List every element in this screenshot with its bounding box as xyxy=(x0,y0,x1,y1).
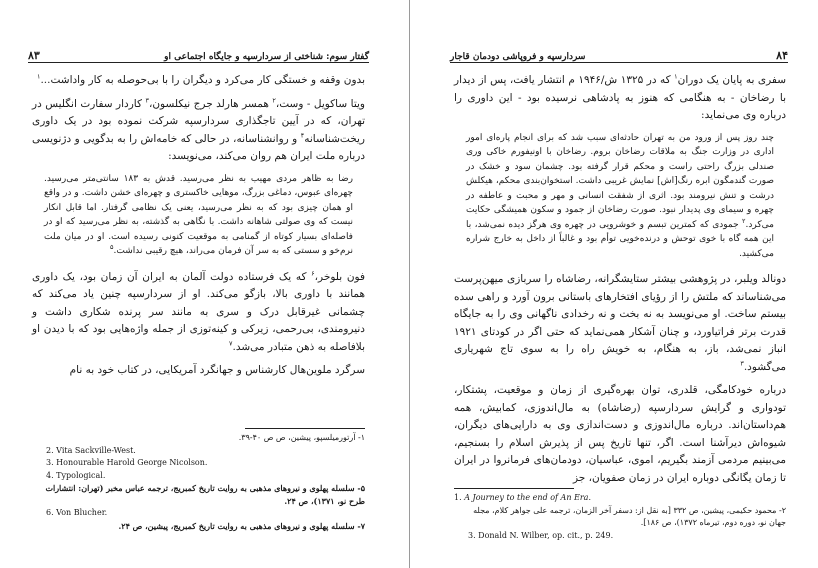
left-page-number: ۸۳ xyxy=(28,49,40,62)
right-footnotes xyxy=(454,492,786,542)
footnote: 3. Donald N. Wilber, op. cit., p. 249. xyxy=(468,530,614,540)
right-running-title: سردارسپه و فروپاشی دودمان قاجار xyxy=(450,52,586,62)
footnote-ref: ۳ xyxy=(740,359,744,367)
footnote-ref: ۶ xyxy=(311,269,315,277)
footnote-ref: ۲ xyxy=(272,96,276,104)
left-page-header xyxy=(28,44,369,62)
footnote: ۲- محمود حکیمی، پیشین، ص ۳۳۲ [به نقل از: دسفر آخر الزمان، ترجمه علی جواهر کلام، مجله جهان نو، دوره دوم، تیرماه ۱۳۷۲)، ص ۱۸۶]. xyxy=(473,505,786,527)
right-page-header xyxy=(450,44,788,62)
left-page-body xyxy=(32,72,365,386)
footnote-ref: ۷ xyxy=(229,339,233,347)
footnote: ۵- سلسله پهلوی و نیروهای مذهبی به روایت تاریخ کمبریج، ترجمه عباس مخبر (تهران: انتشارات طرح نو، ۱۳۷۱)، ص ۲۴. xyxy=(45,483,365,506)
paragraph: فون بلوخر،$^۶$ که یک فرستاده دولت آلمان به ایران آن زمان بود، یک داوری همانند با داوری بالا، بازگو می‌کند. او از سردارسپه چنین یاد می‌کند که چشمانی غیرقابل درک و سری به مانند سر پرنده شکاری داشت و دنیرومندی، بی‌رحمی، زیرکی و کینه‌توزی از جمله واژه‌هایی بود که با دیدن او بلافاصله به ذهن متبادر می‌شد.$^۷$ xyxy=(32,269,365,353)
paragraph: درباره خودکامگی، قلدری، توان بهره‌گیری از زمان و موقعیت، پشتکار، تودواری و گرایش سردارسپه (رضاشاه) به مال‌اندوزی، کمابیش، همه هم‌داستان‌اند. درباره مال‌اندوزی و دست‌اندازی وی به دارایی‌های دیگران، شیوه‌اش دیرآشنا است. اگر، تنها تاریخ پس از پذیرش اسلام را بسنجیم، می‌بینیم مردمی آزمند بگیریم، اموی، عباسیان، دودمان‌های فرمانروا در ایران تا زمان یگانگی دوباره ایران در زمان صفویان، جز xyxy=(454,384,786,484)
paragraph: سرگرد ملوین‌هال کارشناس و جهانگرد آمریکایی، در کتاب خود به نام xyxy=(69,364,365,376)
paragraph: ویتا ساکویل - وست،$^۲$ همسر هارلد جرج نیکلسون،$^۳$ کاردار سفارت انگلیس در تهران، که در آیین تاجگذاری سردارسپه شرکت نموده بود در یک داوری ریخت‌شناسانه$^۴$ و روانشناسانه، در حالی که خامه‌اش را به بدگویی و دژنویسی درباره ملت ایران هم روان می‌کند، می‌نویسد: xyxy=(32,96,365,162)
footnote: 1. A Journey to the end of An Era. xyxy=(454,493,591,502)
paragraph: دونالد ویلبر، در پژوهشی بیشتر ستایشگرانه، رضاشاه را سربازی میهن‌پرست می‌شناساند که ملتش را از رؤیای افتخارهای باستانی برون آورد و راهی سده بیستم ساخت. او می‌نویسد به نه بخت و نه رخدادی ناگهانی وی را به جایگاه قدرت برتر فراتیاورد، و چنان آشکار همی‌نماید که حتی اگر در کودتای ۱۹۲۱ انباز نمی‌شد، باز، به هنگام، به خویش راه را به سوی تاج شهریاری می‌گشود.$^۳$ xyxy=(454,273,786,373)
right-footnote-rule xyxy=(454,488,574,489)
right-page-number: ۸۴ xyxy=(776,49,788,62)
footnote: ۱- آرتورمیلسپو، پیشین، ص ص ۴۰-۳۹. xyxy=(238,433,365,442)
footnote-ref: ۳ xyxy=(145,96,149,104)
block-quote: چند روز پس از ورود من به تهران حادثه‌ای سبب شد که برای انجام پاره‌ای امور اداری در وزارت جنگ به ملاقات رضاخان بروم. رضاخان با اونیفورم خاکی وری صندلی بزرگ راحتی راست و محکم قرار گرفته بود. چشمان سود و خشک در صورت گندمگون ابره رنگ[اش] نمایش غریبی داشت. استخوان‌بندی محکم، هیکلش درشت و تنش نیرومند بود. اثری از شفقت انسانی و مهر و محبت و عاطفه در چهره و سیمای وی پدیدار نبود. صورت رضاخان از جمود و سکون همیشگی حکایت می‌کرد.$^۲$ جمودی که کمترین تبسم و خوشرویی در چهره وی هرگز دیده نمی‌شد، با این همه گاه با خوی توحش و درنده‌خویی توأم بود و غالباً از داخل به خارج شراره می‌کشید. xyxy=(466,132,774,259)
footnote-ref: ۴ xyxy=(300,131,305,139)
left-footnote-rule xyxy=(245,428,365,429)
footnote-ref: ۱ xyxy=(36,72,41,81)
footnote-ref: ۲ xyxy=(742,216,746,225)
paragraph: بدون وقفه و خستگی کار می‌کرد و دیگران را با بی‌حوصله به کار واداشت...$^۱$ xyxy=(36,72,365,86)
footnote: 3. Honourable Harold George Nicolson. xyxy=(46,458,208,467)
left-header-rule xyxy=(28,62,369,63)
left-running-title: گفتار سوم: شناختی از سردارسپه و جایگاه اجتماعی او xyxy=(164,52,369,62)
footnote: ۷- سلسله پهلوی و نیروهای مذهبی به روایت تاریخ کمبریج، پیشین، ص ۲۴. xyxy=(118,520,365,531)
paragraph: سفری به پایان یک دوران$^۱$ که در ۱۳۲۵ ش/۱۹۴۶ م انتشار یافت، پس از دیدار با رضاخان - به هنگامی که هنوز به پادشاهی نرسیده بود - این داوری را درباره وی می‌نماید: xyxy=(454,72,787,121)
footnote: 4. Typological. xyxy=(46,470,106,480)
footnote: 2. Vita Sackville-West. xyxy=(46,445,136,455)
footnote-ref: ۵ xyxy=(110,243,114,251)
right-page-body xyxy=(454,72,786,493)
right-header-rule xyxy=(450,62,788,63)
block-quote: رضا به ظاهر مردی مهیب به نظر می‌رسید. قدش به ۱۸۳ سانتی‌متر می‌رسید. چهره‌ای عبوس، دماغی بزرگ، موهایی خاکستری و چهره‌ای خشن داشت. و در واقع او همان چیزی بود که به نظر می‌رسید، یعنی یک نظامی گرفتار. اما قابل انکار نیست که وی صولتی شاهانه داشت. با نگاهی به گذشته، به نظر می‌رسید که او در فاصله‌ای بسیار کوتاه از گمنامی به موقعیت کنونی رسیده است. او در میان ملت نرم‌خو و سستی که به سر آن فرمان می‌راند، هیچ رقیبی نداشت.$^۵$ xyxy=(44,173,354,256)
left-footnotes xyxy=(32,432,365,532)
footnote-ref: ۱ xyxy=(674,72,678,81)
footnote: 6. Von Blucher. xyxy=(46,508,108,517)
right-book-page xyxy=(410,0,818,568)
